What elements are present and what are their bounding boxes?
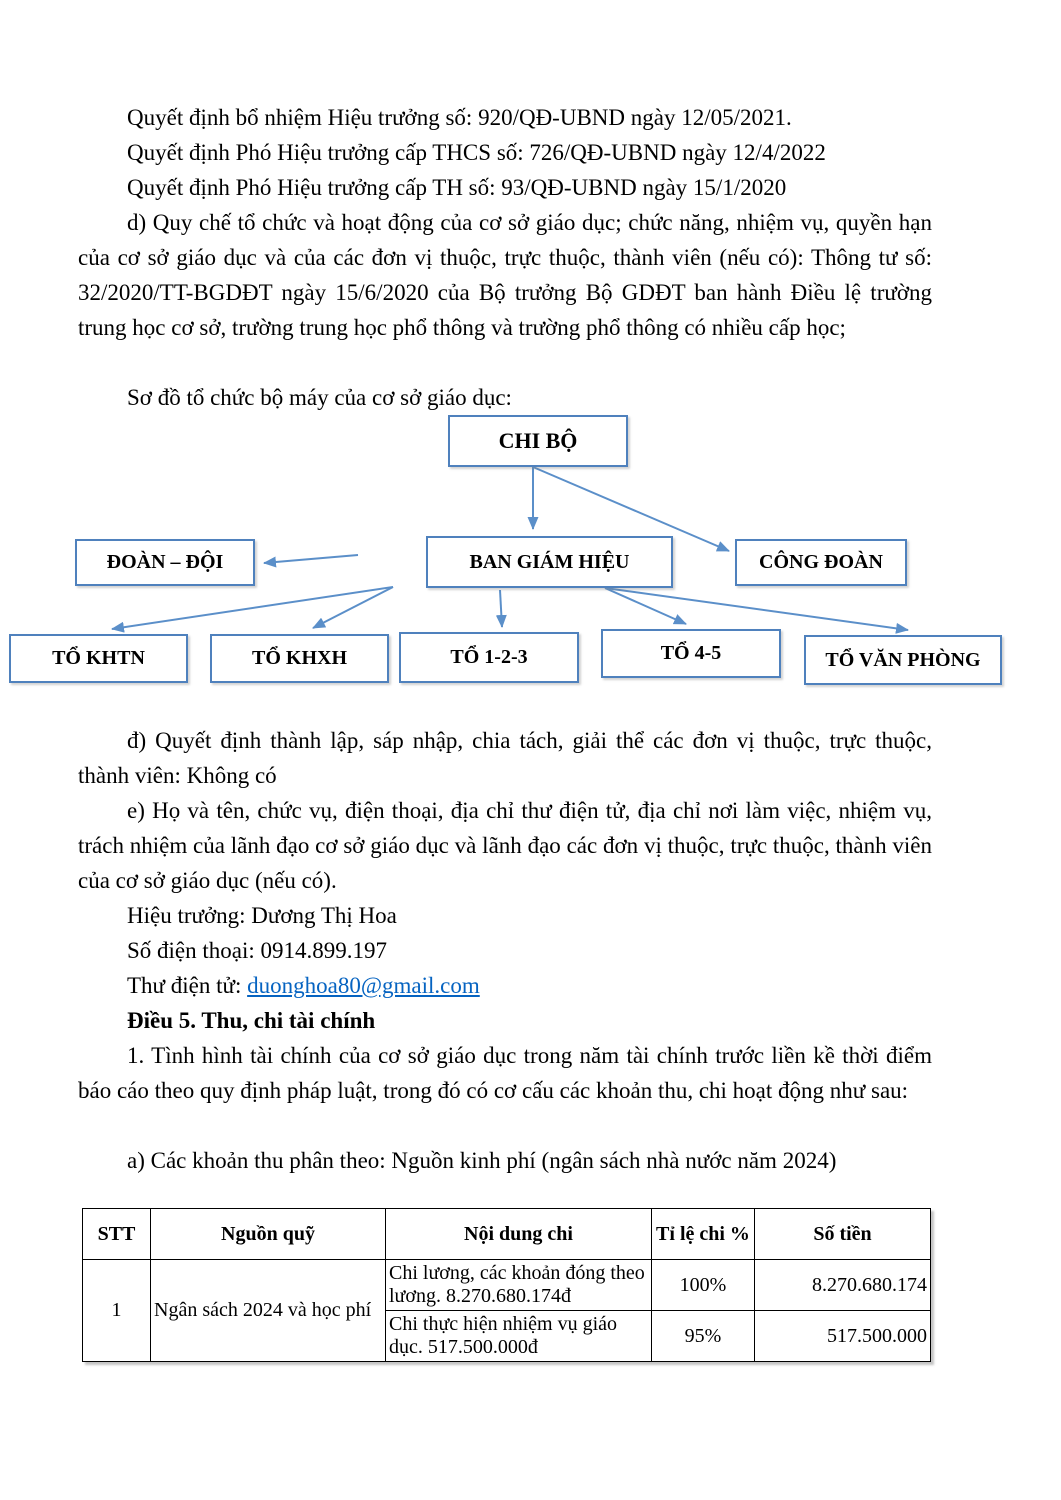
cell-stt: 1 [83, 1260, 151, 1362]
principal-line: Hiệu trưởng: Dương Thị Hoa [127, 903, 397, 928]
paragraph-a: a) Các khoản thu phân theo: Nguồn kinh phí (ngân sách nhà nước năm 2024) [127, 1148, 837, 1173]
org-box-to-4-5 [601, 629, 781, 678]
email-label: Thư điện tử: [127, 973, 248, 998]
email-line [78, 968, 932, 1003]
header-fund: Nguồn quỹ [151, 1209, 386, 1260]
cell-amount: 8.270.680.174 [755, 1260, 931, 1311]
header-content: Nội dung chi [386, 1209, 652, 1260]
cell-percent: 95% [652, 1311, 755, 1362]
paragraph-dd: đ) Quyết định thành lập, sáp nhập, chia tách, giải thể các đơn vị thuộc, trực thuộc, thành viên: Không có [78, 728, 932, 788]
org-box-label: TỔ 4-5 [660, 642, 722, 664]
cell-content: Chi thực hiện nhiệm vụ giáo dục. 517.500.000đ [386, 1311, 652, 1362]
paragraph-e: e) Họ và tên, chức vụ, điện thoại, địa chỉ thư điện tử, địa chỉ nơi làm việc, nhiệm vụ, trách nhiệm của lãnh đạo cơ sở giáo dục và lãnh đạo các đơn vị thuộc, trực thuộc, thành viên của cơ sở giáo dục (nếu có). [78, 798, 932, 893]
org-box-label: ĐOÀN – ĐỘI [106, 551, 224, 573]
decision-line-3: Quyết định Phó Hiệu trưởng cấp TH số: 93/QĐ-UBND ngày 15/1/2020 [127, 175, 787, 200]
org-box-label: TỔ 1-2-3 [450, 646, 528, 668]
org-box-cong-doan [735, 539, 907, 586]
org-box-label: TỔ KHTN [52, 647, 145, 669]
org-chart [0, 415, 1061, 723]
header-stt: STT [83, 1209, 151, 1260]
org-box-label: CÔNG ĐOÀN [759, 551, 883, 573]
decision-line-1: Quyết định bổ nhiệm Hiệu trưởng số: 920/QĐ-UBND ngày 12/05/2021. [127, 105, 792, 130]
org-box-label: BAN GIÁM HIỆU [469, 550, 630, 573]
document-body [52, 100, 981, 1362]
org-box-ban-giam-hieu [426, 536, 673, 588]
connector-bgh-doandoi [264, 555, 358, 563]
org-box-label: TỔ VĂN PHÒNG [825, 648, 981, 671]
email-link[interactable]: duonghoa80@gmail.com [247, 973, 480, 998]
org-box-to-1-2-3 [399, 632, 579, 683]
org-box-to-khtn [9, 634, 188, 683]
org-box-label: CHI BỘ [498, 428, 578, 453]
cell-percent: 100% [652, 1260, 755, 1311]
cell-amount: 517.500.000 [755, 1311, 931, 1362]
paragraph-d: d) Quy chế tổ chức và hoạt động của cơ sở giáo dục; chức năng, nhiệm vụ, quyền hạn của cơ sở giáo dục và của các đơn vị thuộc, trực thuộc, thành viên (nếu có): Thông tư số: 32/2020/TT-BGDĐT ngày 15/6/2020 của Bộ trưởng Bộ GDĐT ban hành Điều lệ trường trung học cơ sở, trường trung học phổ thông và trường phổ thông có nhiều cấp học; [78, 210, 932, 340]
header-amount: Số tiền [755, 1209, 931, 1260]
paragraph-1: 1. Tình hình tài chính của cơ sở giáo dục trong năm tài chính trước liền kề thời điểm báo cáo theo quy định pháp luật, trong đó có cơ cấu các khoản thu, chi hoạt động như sau: [78, 1043, 932, 1103]
org-chart-caption: Sơ đồ tổ chức bộ máy của cơ sở giáo dục: [127, 385, 512, 410]
table-row [83, 1260, 931, 1311]
org-box-label: TỔ KHXH [251, 647, 347, 669]
connector-bgh-to123 [500, 590, 502, 627]
org-box-doan-doi [75, 539, 255, 586]
finance-table [82, 1208, 931, 1362]
phone-line: Số điện thoại: 0914.899.197 [127, 938, 388, 963]
header-percent: Tỉ lệ chi % [652, 1209, 755, 1260]
table-header-row [83, 1209, 931, 1260]
section-heading: Điều 5. Thu, chi tài chính [127, 1008, 376, 1033]
cell-content: Chi lương, các khoản đóng theo lương. 8.270.680.174đ [386, 1260, 652, 1311]
org-box-to-khxh [210, 634, 389, 683]
decision-line-2: Quyết định Phó Hiệu trưởng cấp THCS số: 726/QĐ-UBND ngày 12/4/2022 [127, 140, 826, 165]
org-box-to-van-phong [804, 635, 1002, 685]
cell-fund: Ngân sách 2024 và học phí [151, 1260, 386, 1362]
org-box-chi-bo [448, 415, 628, 467]
